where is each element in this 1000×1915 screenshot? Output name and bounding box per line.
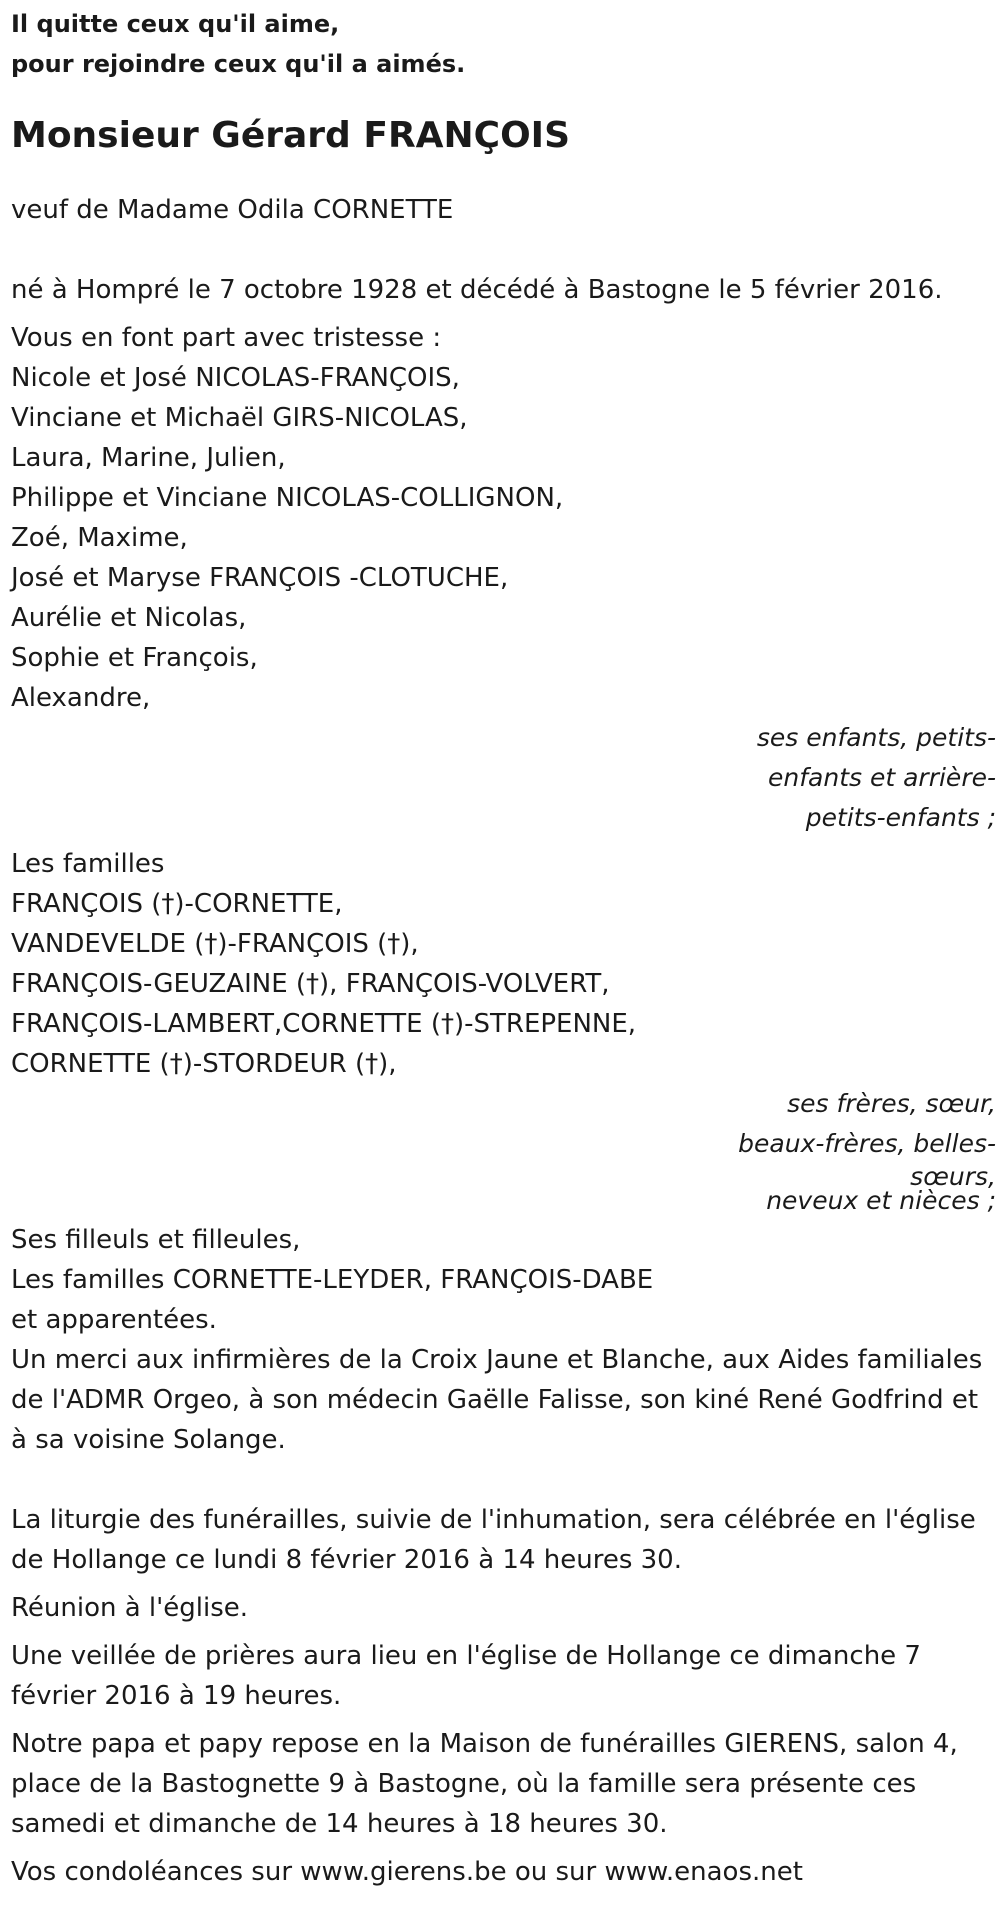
families-block (11, 844, 991, 1084)
children-relation (11, 718, 996, 838)
epigraph (11, 4, 991, 84)
others-list-item: Ses filleuls et filleules, (11, 1225, 301, 1255)
children-list-item: Philippe et Vinciane NICOLAS-COLLIGNON, (11, 483, 564, 513)
children-list-item: Nicole et José NICOLAS-FRANÇOIS, (11, 363, 460, 393)
relation-line: sœurs, (910, 1162, 996, 1191)
relation-line: enfants et arrière- (768, 763, 996, 792)
announcement-intro: Vous en font part avec tristesse : (11, 323, 442, 353)
families-list-item: FRANÇOIS (†)-CORNETTE, (11, 889, 343, 919)
vigil-paragraph: Une veillée de prières aura lieu en l'église de Hollange ce dimanche 7 février 2016 à 19 heures. (11, 1641, 921, 1711)
children-list-item: Sophie et François, (11, 643, 258, 673)
relation-line: ses enfants, petits- (756, 723, 996, 752)
children-list-item: José et Maryse FRANÇOIS -CLOTUCHE, (11, 563, 509, 593)
families-list-item: FRANÇOIS-GEUZAINE (†), FRANÇOIS-VOLVERT, (11, 969, 610, 999)
children-list-item: Zoé, Maxime, (11, 523, 188, 553)
children-list-item: Alexandre, (11, 683, 151, 713)
relation-line: beaux-frères, belles- (738, 1129, 996, 1158)
birth-death-line: né à Hompré le 7 octobre 1928 et décédé à Bastogne le 5 février 2016. (11, 275, 943, 305)
families-list-item: FRANÇOIS-LAMBERT,CORNETTE (†)-STREPENNE, (11, 1009, 637, 1039)
deceased-name-title: Monsieur Gérard FRANÇOIS (11, 115, 571, 156)
thanks-paragraph: Un merci aux infirmières de la Croix Jaune et Blanche, aux Aides familiales de l'ADMR Orgeo, à son médecin Gaëlle Falisse, son kiné René Godfrind et à sa voisine Solange. (11, 1345, 983, 1455)
children-list-item: Aurélie et Nicolas, (11, 603, 247, 633)
condolences-line: Vos condoléances sur www.gierens.be ou sur www.enaos.net (11, 1857, 803, 1887)
children-list-item: Vinciane et Michaël GIRS-NICOLAS, (11, 403, 468, 433)
others-list-item: Les familles CORNETTE-LEYDER, FRANÇOIS-DABE (11, 1265, 654, 1295)
relation-line: petits-enfants ; (805, 803, 996, 832)
epigraph-line-1: Il quitte ceux qu'il aime, (11, 10, 340, 38)
children-list-item: Laura, Marine, Julien, (11, 443, 286, 473)
families-list-item: CORNETTE (†)-STORDEUR (†), (11, 1049, 397, 1079)
others-list-item: et apparentées. (11, 1305, 217, 1335)
families-list-item: Les familles (11, 849, 165, 879)
families-relation (11, 1084, 996, 1215)
relation-line: ses frères, sœur, (787, 1089, 996, 1118)
families-list-item: VANDEVELDE (†)-FRANÇOIS (†), (11, 929, 419, 959)
relation-line: neveux et nièces ; (766, 1186, 996, 1215)
obituary-document (11, 0, 996, 1892)
rest-paragraph: Notre papa et papy repose en la Maison de funérailles GIERENS, salon 4, place de la Bastognette 9 à Bastogne, où la famille sera présente ces samedi et dimanche de 14 heures à 18 heures 30. (11, 1729, 958, 1839)
widower-line: veuf de Madame Odila CORNETTE (11, 195, 454, 225)
children-block (11, 318, 991, 718)
liturgy-paragraph: La liturgie des funérailles, suivie de l'inhumation, sera célébrée en l'église de Hollange ce lundi 8 février 2016 à 14 heures 30. (11, 1505, 976, 1575)
others-block (11, 1220, 991, 1340)
epigraph-line-2: pour rejoindre ceux qu'il a aimés. (11, 50, 466, 78)
meeting-line: Réunion à l'église. (11, 1593, 249, 1623)
